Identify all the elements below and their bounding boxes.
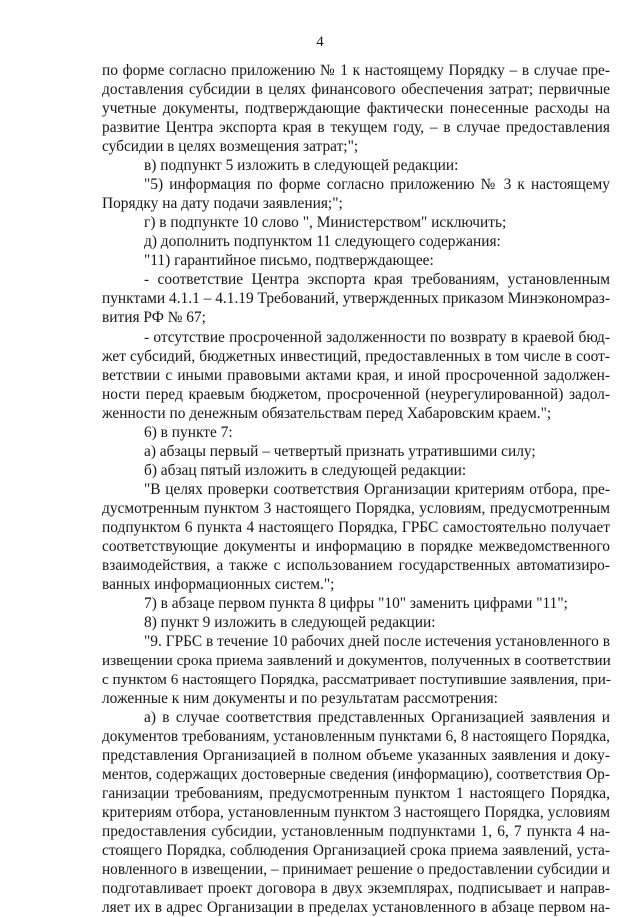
text-line: взаимодействия, а также с использованием государственных автоматизиро- [102, 557, 610, 574]
text-line: ветствии с иными правовыми актами края, и иной просроченной задолжен- [102, 367, 610, 384]
text-line: - соответствие Центра экспорта края требованиям, установленным [144, 271, 610, 288]
text-line: по форме согласно приложению № 1 к настоящему Порядку – в случае пре- [102, 62, 610, 79]
text-line: б) абзац пятый изложить в следующей редакции: [144, 462, 467, 479]
text-line: развитие Центра экспорта края в текущем году, – в случае предоставления [102, 119, 610, 136]
text-line: ментов, содержащих достоверные сведения (информацию), соответствия Ор- [102, 766, 610, 783]
text-line: субсидии в целях возмещения затрат;"; [102, 138, 359, 155]
text-line: 8) пункт 9 изложить в следующей редакции: [144, 614, 436, 631]
text-line: "9. ГРБС в течение 10 рабочих дней после истечения установленного в [144, 633, 610, 650]
text-line: стоящего Порядка, соблюдения Организацией срока приема заявлений, уста- [102, 842, 610, 859]
text-line: 7) в абзаце первом пункта 8 цифры "10" заменить цифрами "11"; [144, 595, 568, 612]
text-line: а) в случае соответствия представленных Организацией заявления и [144, 709, 610, 726]
text-line: 6) в пункте 7: [144, 424, 233, 441]
text-line: соответствующие документы и информацию в порядке межведомственного [102, 538, 610, 555]
text-line: дусмотренным пунктом 3 настоящего Порядка, условиям, предусмотренным [102, 500, 610, 517]
text-line: документов требованиям, установленным пунктами 6, 8 настоящего Порядка, [102, 728, 610, 745]
text-line: ганизации требованиям, предусмотренным пунктом 1 настоящего Порядка, [102, 785, 610, 802]
text-line: д) дополнить подпунктом 11 следующего содержания: [144, 233, 501, 250]
text-line: вития РФ № 67; [102, 309, 206, 326]
text-line: "В целях проверки соответствия Организации критериям отбора, пре- [144, 481, 610, 498]
text-line: Порядку на дату подачи заявления;"; [102, 195, 343, 212]
page-number: 4 [316, 34, 324, 50]
text-line: в) подпункт 5 изложить в следующей редакции: [144, 157, 459, 174]
text-line: подпунктом 6 пункта 4 настоящего Порядка, ГРБС самостоятельно получает [102, 519, 610, 536]
text-line: ляет их в адрес Организации в пределах установленного в абзаце первом на- [102, 899, 610, 916]
text-line: г) в подпункте 10 слово ", Министерством" исключить; [144, 214, 507, 231]
text-line: подготавливает проект договора в двух экземплярах, подписывает и направ- [102, 880, 610, 897]
text-line: ванных информационных систем."; [102, 576, 335, 593]
text-line: новленного в извещении, – принимает решение о предоставлении субсидии и [102, 861, 610, 878]
text-line: "5) информация по форме согласно приложению № 3 к настоящему [144, 176, 610, 193]
text-line: ности перед краевым бюджетом, просроченной (неурегулированной) задол- [102, 386, 610, 403]
text-line: а) абзацы первый – четвертый признать утратившими силу; [144, 443, 536, 460]
text-line: предоставления субсидии, установленным подпунктами 1, 6, 7 пункта 4 на- [102, 823, 610, 840]
text-line: ложенные к ним документы и по результатам рассмотрения: [102, 690, 498, 707]
text-line: "11) гарантийное письмо, подтверждающее: [144, 252, 434, 269]
text-line: с пунктом 6 настоящего Порядка, рассматривает поступившие заявления, при- [102, 671, 611, 688]
text-line: представления Организацией в полном объеме указанных заявления и доку- [102, 747, 610, 764]
text-line: пунктами 4.1.1 – 4.1.19 Требований, утвержденных приказом Минэкономраз- [102, 290, 610, 307]
text-line: учетные документы, подтверждающие фактически понесенные расходы на [102, 100, 610, 117]
text-line: доставления субсидии в целях финансового обеспечения затрат; первичные [102, 81, 610, 98]
text-line: жет субсидий, бюджетных инвестиций, предоставленных в том числе в соот- [102, 348, 610, 365]
text-line: извещении срока приема заявлений и документов, полученных в соответствии [102, 652, 611, 669]
text-line: женности по денежным обязательствам перед Хабаровским краем."; [102, 405, 552, 422]
text-line: - отсутствие просроченной задолженности по возврату в краевой бюд- [144, 329, 610, 346]
text-line: критериям отбора, установленным пунктом 3 настоящего Порядка, условиям [102, 804, 610, 821]
